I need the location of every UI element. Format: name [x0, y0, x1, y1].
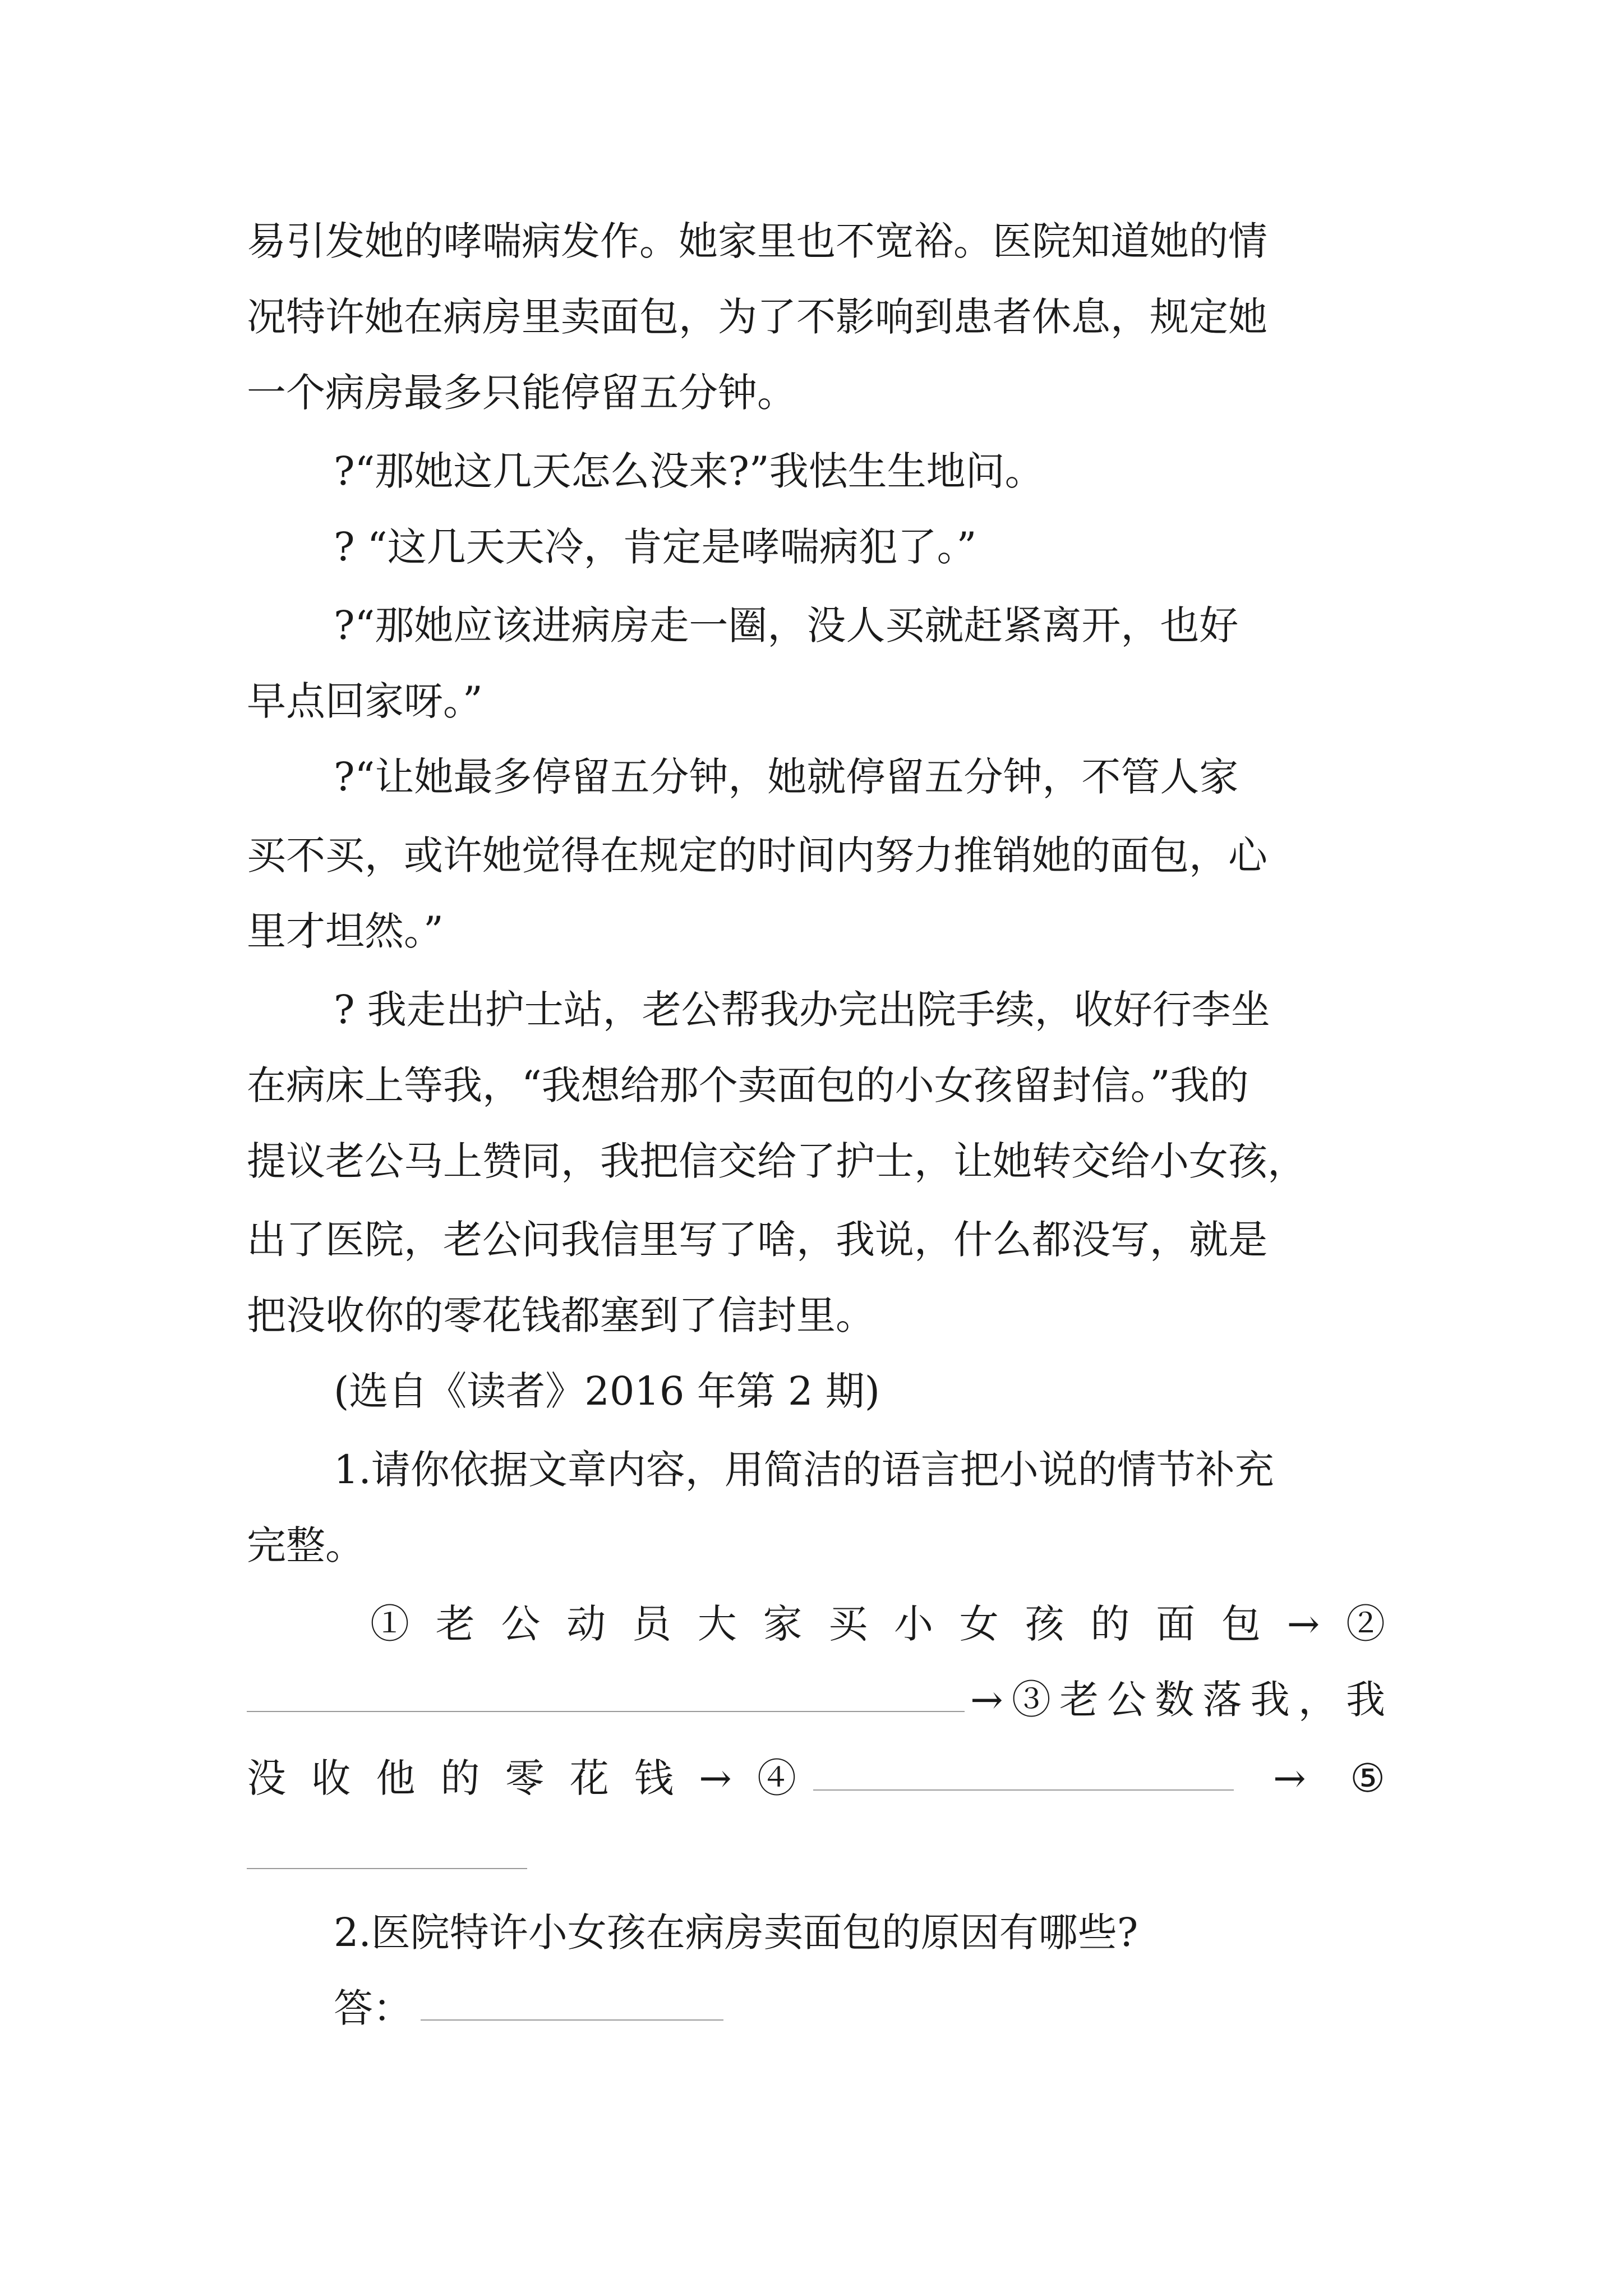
story-line-14: 出了医院，老公问我信里写了啥，我说，什么都没写，就是 [247, 1217, 1267, 1263]
story-line-11: ? 我走出护士站，老公帮我办完出院手续，收好行李坐 [334, 987, 1270, 1033]
answer-blank-step-2[interactable] [247, 1711, 965, 1712]
story-line-10: 里才坦然。” [247, 908, 444, 954]
story-line-3: 一个病房最多只能停留五分钟。 [247, 370, 796, 416]
plot-step-line-1: ①老公动员大家买小女孩的面包→② [370, 1601, 1385, 1647]
story-line-15: 把没收你的零花钱都塞到了信封里。 [247, 1292, 875, 1338]
story-line-2: 况特许她在病房里卖面包，为了不影响到患者休息，规定她 [247, 294, 1267, 340]
story-line-9: 买不买，或许她觉得在规定的时间内努力推销她的面包，心 [247, 832, 1267, 878]
question-1-text: 1.请你依据文章内容，用简洁的语言把小说的情节补充 [334, 1447, 1274, 1493]
story-line-7: 早点回家呀。” [247, 678, 483, 724]
answer-blank-step-4[interactable] [813, 1789, 1234, 1791]
story-line-4: ?“那她这几天怎么没来?”我怯生生地问。 [334, 448, 1044, 494]
answer-label: 答： [334, 1985, 412, 2031]
story-line-8: ?“让她最多停留五分钟，她就停留五分钟，不管人家 [334, 754, 1239, 800]
story-line-1: 易引发她的哮喘病发作。她家里也不宽裕。医院知道她的情 [247, 218, 1267, 264]
question-1-text-cont: 完整。 [247, 1522, 365, 1568]
story-line-12: 在病床上等我，“我想给那个卖面包的小女孩留封信。”我的 [247, 1062, 1249, 1108]
question-2-text: 2.医院特许小女孩在病房卖面包的原因有哪些? [334, 1910, 1138, 1955]
story-line-13: 提议老公马上赞同，我把信交给了护士，让她转交给小女孩， [247, 1138, 1307, 1184]
plot-step-line-2: →③老公数落我，我 [970, 1677, 1385, 1723]
plot-step-line-3-head: 没收他的零花钱→④ [247, 1755, 796, 1801]
story-line-6: ?“那她应该进病房走一圈，没人买就赶紧离开，也好 [334, 602, 1239, 648]
story-line-5: ? “这几天天冷，肯定是哮喘病犯了。” [334, 524, 977, 570]
answer-blank-question-2[interactable] [421, 2019, 723, 2021]
answer-blank-step-5[interactable] [247, 1868, 527, 1869]
plot-step-line-3-tail: →⑤ [1273, 1755, 1385, 1801]
source-citation: (选自《读者》2016 年第 2 期) [334, 1368, 880, 1414]
